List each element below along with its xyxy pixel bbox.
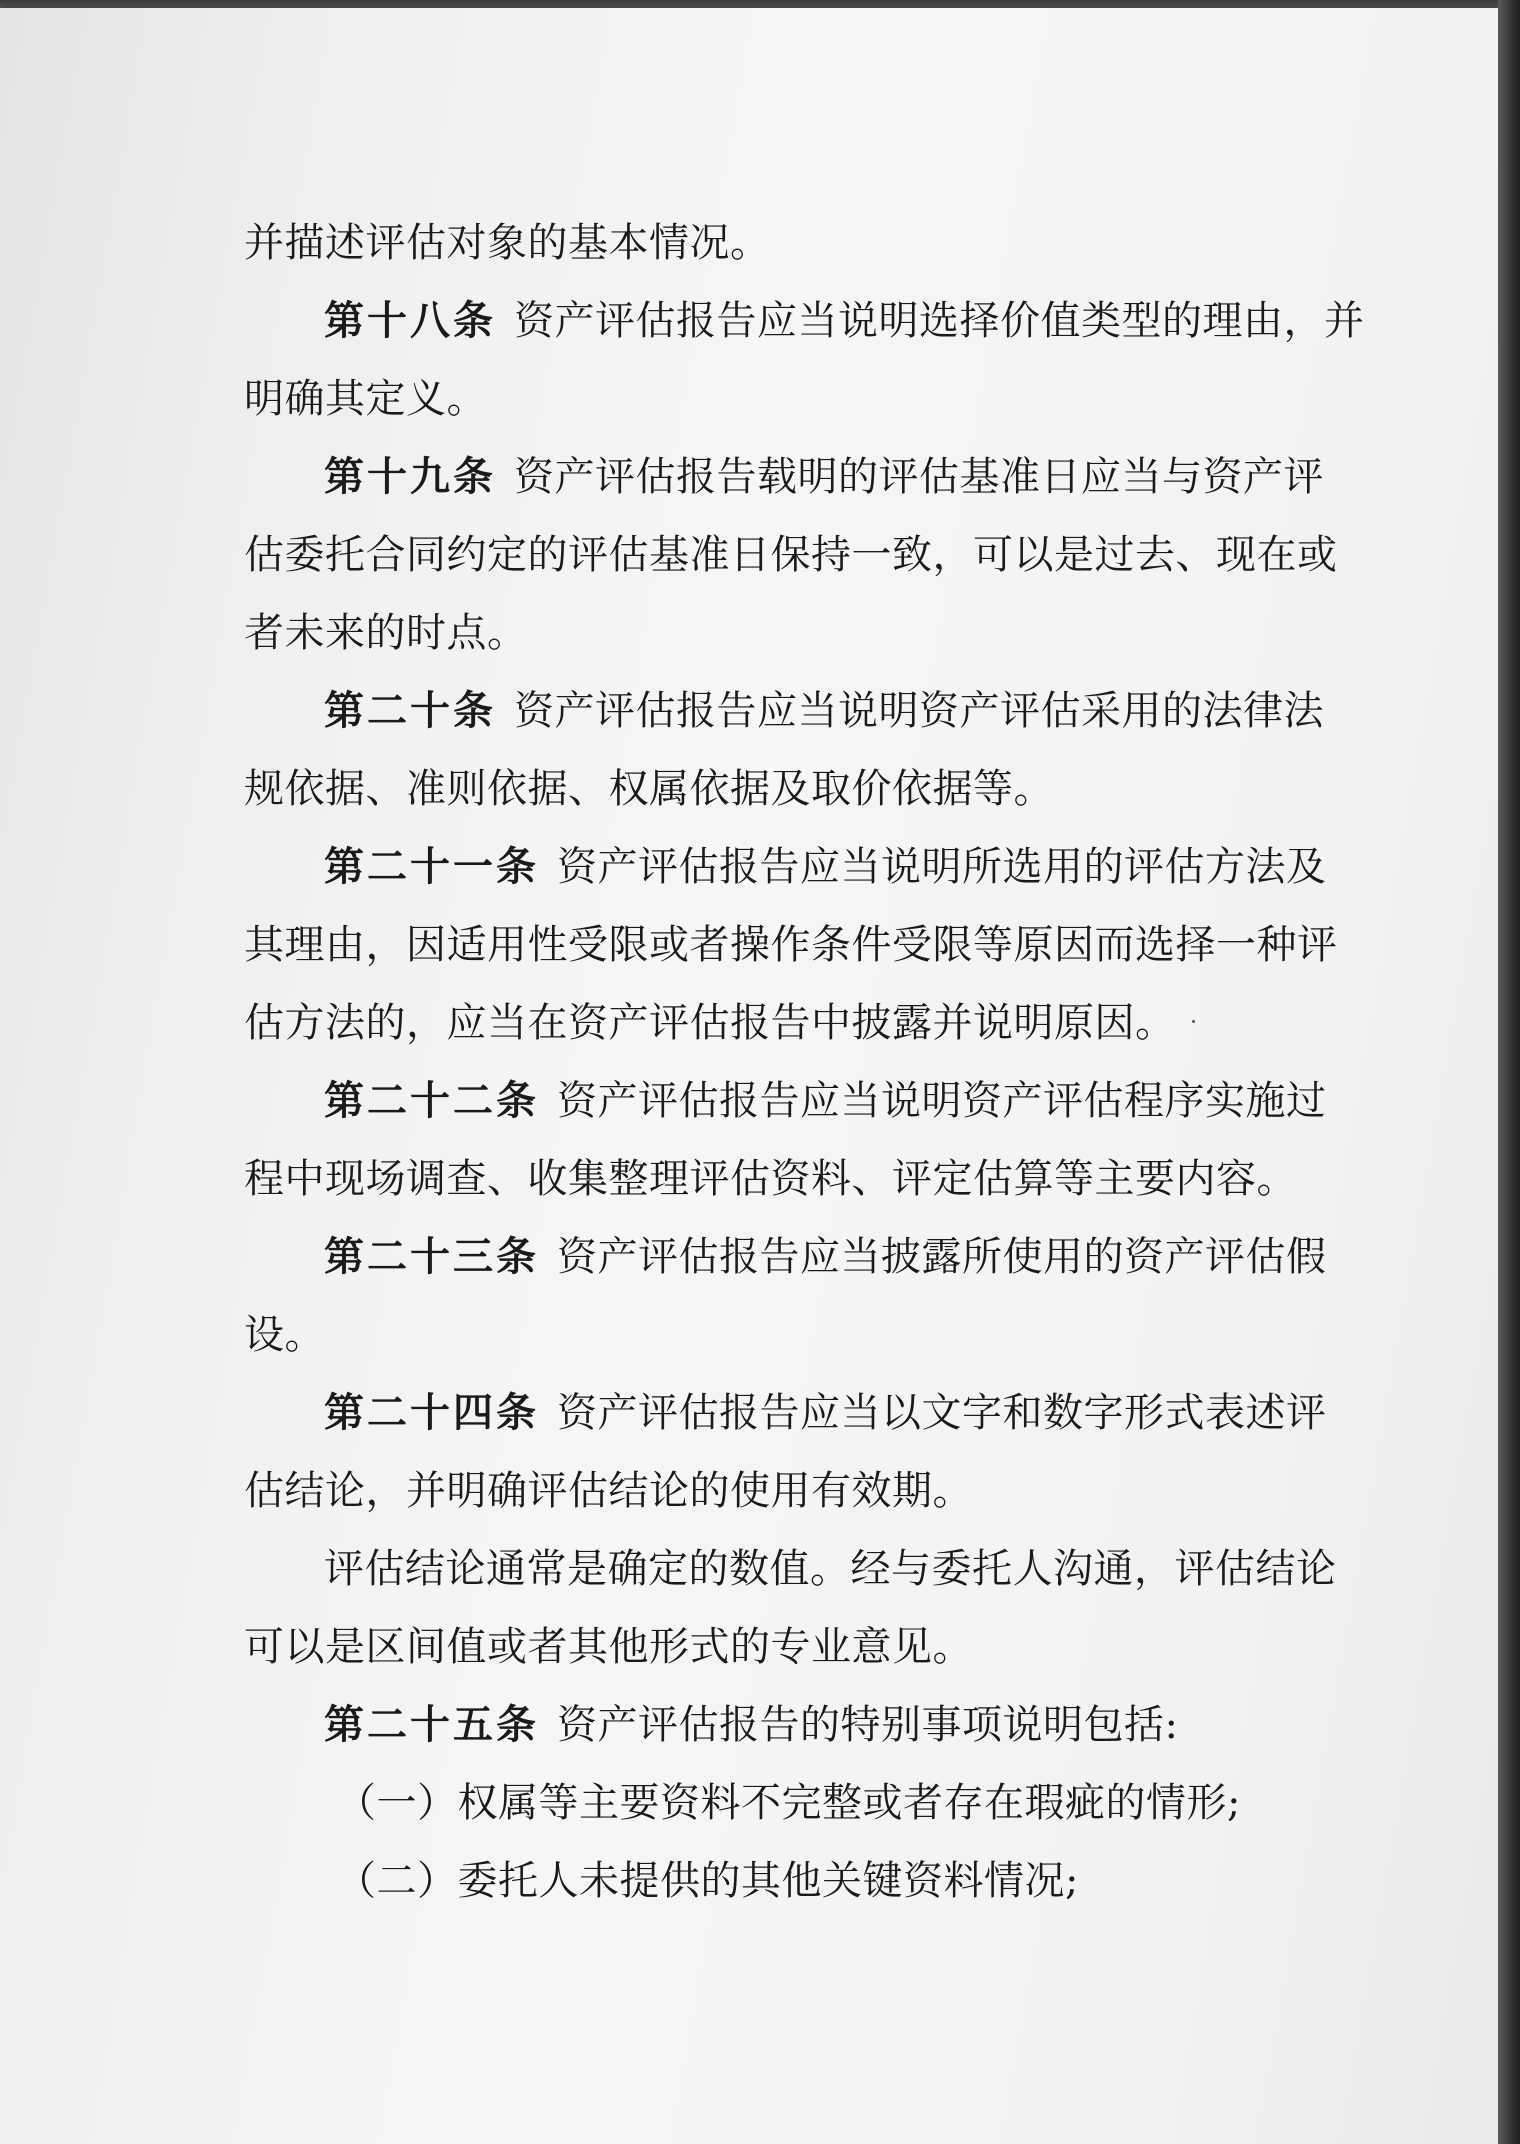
text-line bbox=[244, 1296, 1288, 1374]
article-21 bbox=[244, 828, 1327, 906]
article-text: 资产评估报告应当说明选择价值类型的理由，并 bbox=[514, 298, 1365, 344]
article-heading: 第二十一条 bbox=[324, 844, 539, 890]
line-text: 其理由，因适用性受限或者操作条件受限等原因而选择一种评 bbox=[244, 922, 1338, 968]
scan-right-edge bbox=[1498, 0, 1520, 2144]
article-19 bbox=[244, 438, 1324, 516]
article-24 bbox=[244, 1374, 1327, 1452]
article-25 bbox=[244, 1686, 1288, 1764]
line-text: 程中现场调查、收集整理评估资料、评定估算等主要内容。 bbox=[244, 1156, 1297, 1202]
article-text: 资产评估报告应当说明资产评估采用的法律法 bbox=[514, 688, 1324, 734]
line-text: 估结论，并明确评估结论的使用有效期。 bbox=[244, 1468, 973, 1514]
line-text: 可以是区间值或者其他形式的专业意见。 bbox=[244, 1624, 973, 1670]
paragraph-line bbox=[244, 1530, 1337, 1608]
text-line bbox=[244, 594, 1288, 672]
article-text: 资产评估报告应当说明所选用的评估方法及 bbox=[557, 844, 1327, 890]
text-line bbox=[244, 750, 1288, 828]
line-text: 估委托合同约定的评估基准日保持一致，可以是过去、现在或 bbox=[244, 532, 1338, 578]
text-line bbox=[244, 906, 1338, 984]
scan-speck bbox=[1192, 1020, 1195, 1023]
article-text: 资产评估报告应当说明资产评估程序实施过 bbox=[557, 1078, 1327, 1124]
article-22 bbox=[244, 1062, 1327, 1140]
document-body bbox=[244, 204, 1365, 1920]
article-heading: 第十八条 bbox=[324, 298, 496, 344]
list-item bbox=[244, 1764, 1288, 1842]
line-text: 设。 bbox=[244, 1312, 325, 1358]
article-text: 资产评估报告的特别事项说明包括: bbox=[557, 1702, 1179, 1748]
line-text: 者未来的时点。 bbox=[244, 610, 528, 656]
list-item-text: （一）权属等主要资料不完整或者存在瑕疵的情形; bbox=[336, 1780, 1241, 1826]
paragraph-text: 评估结论通常是确定的数值。经与委托人沟通，评估结论 bbox=[324, 1546, 1337, 1592]
article-heading: 第十九条 bbox=[324, 454, 496, 500]
article-20 bbox=[244, 672, 1324, 750]
text-line bbox=[244, 360, 1288, 438]
article-heading: 第二十五条 bbox=[324, 1702, 539, 1748]
text-line bbox=[244, 516, 1338, 594]
text-line bbox=[244, 204, 1288, 282]
line-text: 估方法的，应当在资产评估报告中披露并说明原因。 bbox=[244, 1000, 1176, 1046]
article-heading: 第二十二条 bbox=[324, 1078, 539, 1124]
document-page bbox=[0, 8, 1498, 2144]
article-heading: 第二十四条 bbox=[324, 1390, 539, 1436]
line-text: 规依据、准则依据、权属依据及取价依据等。 bbox=[244, 766, 1054, 812]
text-line bbox=[244, 1140, 1297, 1218]
list-item bbox=[244, 1842, 1288, 1920]
text-line bbox=[244, 1608, 1288, 1686]
text-line bbox=[244, 984, 1288, 1062]
article-23 bbox=[244, 1218, 1327, 1296]
article-heading: 第二十三条 bbox=[324, 1234, 539, 1280]
list-item-text: （二）委托人未提供的其他关键资料情况; bbox=[336, 1858, 1079, 1904]
article-heading: 第二十条 bbox=[324, 688, 496, 734]
line-text: 并描述评估对象的基本情况。 bbox=[244, 220, 771, 266]
line-text: 明确其定义。 bbox=[244, 376, 487, 422]
article-18 bbox=[244, 282, 1365, 360]
text-line bbox=[244, 1452, 1288, 1530]
article-text: 资产评估报告应当披露所使用的资产评估假 bbox=[557, 1234, 1327, 1280]
article-text: 资产评估报告载明的评估基准日应当与资产评 bbox=[514, 454, 1324, 500]
article-text: 资产评估报告应当以文字和数字形式表述评 bbox=[557, 1390, 1327, 1436]
